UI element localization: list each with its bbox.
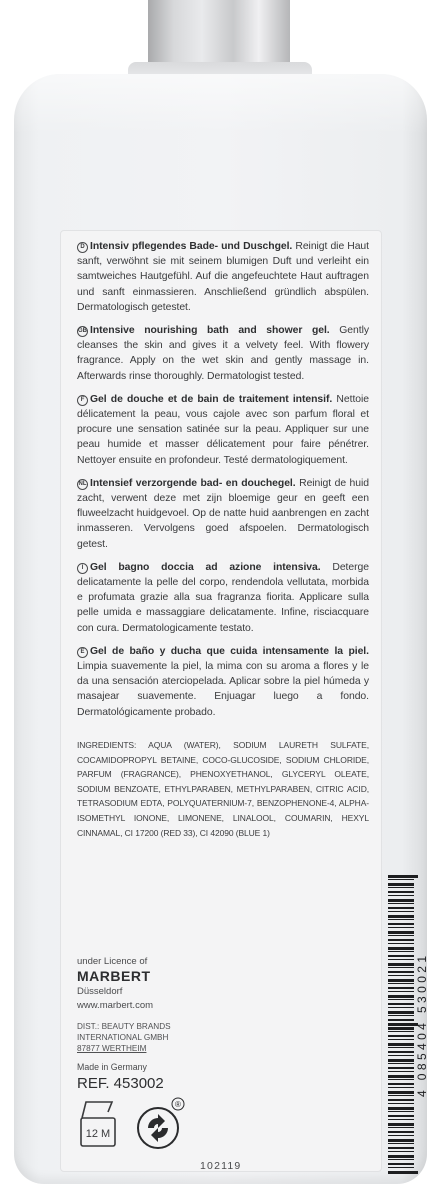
barcode-guard: [388, 1023, 418, 1026]
section-body: Gently cleanses the skin and gives it a velvety feel. With flowery fragrance. Apply on the wet skin and gently massage in. Afterwards rinse thoroughly. Dermatologist tested.: [77, 325, 369, 382]
distributor-line: 87877 WERTHEIM: [77, 1044, 147, 1054]
lang-icon: F: [77, 395, 88, 406]
distributor-line: INTERNATIONAL GMBH: [77, 1033, 169, 1043]
section-body: Reinigt de huid zacht, verwent deze met zijn bloemige geur en geeft een fluweelzacht huidgevoel. Op de natte huid aanbrengen en zacht inmasseren. Vervolgens goed afspoelen. Dermatologisch getest.: [77, 477, 369, 550]
section-heading: Intensiv pflegendes Bade- und Duschgel.: [90, 241, 293, 252]
licence-text: under Licence of: [77, 956, 148, 967]
lang-icon: D: [77, 242, 88, 253]
reference-number: REF. 453002: [77, 1075, 164, 1092]
section-it: [77, 560, 369, 636]
brand-name: MARBERT: [77, 968, 151, 984]
section-heading: Gel de douche et de bain de traitement intensif.: [90, 393, 333, 405]
lang-icon: I: [77, 563, 88, 574]
barcode-number: 4 085404 530021: [415, 952, 429, 1098]
barcode-guard: [388, 875, 418, 878]
section-heading: Intensive nourishing bath and shower gel.: [90, 325, 330, 337]
section-fr: [77, 392, 369, 468]
batch-code: 102119: [200, 1160, 242, 1172]
distributor-address: [77, 1021, 171, 1055]
section-body: Limpia suavemente la piel, la mima con su aroma a flores y le da una sensación aterciopelada. Aplicar sobre la piel húmeda y masajear suavemente. Enjuagar luego a fondo. Dermatológicamente probado.: [77, 661, 369, 718]
pao-label: 12 M: [85, 1128, 111, 1140]
description-block: [77, 239, 369, 728]
brand-city: Düsseldorf: [77, 986, 123, 997]
barcode-guard: [388, 1171, 418, 1174]
registered-mark: ®: [175, 1100, 181, 1109]
section-body: Reinigt die Haut sanft, verwöhnt sie mit seinem blumigen Duft und verleiht ein samtweiches Hautgefühl. Auf die angefeuchtete Haut auftragen und sanft einmassieren. Anschließend gründlich abspülen. Dermatologisch getestet.: [77, 241, 370, 313]
lang-icon: NL: [77, 479, 88, 490]
section-de: [77, 239, 369, 315]
bottle-cap: [148, 0, 290, 68]
section-nl: [77, 476, 369, 552]
section-heading: Intensief verzorgende bad- en douchegel.: [90, 477, 296, 489]
section-body: Deterge delicatamente la pelle del corpo, rendendola vellutata, morbida e profumata grazie alla sua fragranza fiorita. Applicare sulla pelle umida e massaggiare delicatamente. Infine, risciacquare con cura. Dermatologicamente testato.: [77, 561, 369, 634]
section-body: Nettoie délicatement la peau, vous cajole avec son parfum floral et procure une sensation satinée sur la peau. Appliquer sur une peau humide et masser délicatement pour faire pénétrer. Nettoyer ensuite en profondeur. Testé dermatologiquement.: [77, 393, 369, 466]
lang-icon: E: [77, 647, 88, 658]
section-es: [77, 644, 369, 720]
section-heading: Gel de baño y ducha que cuida intensamente la piel.: [90, 645, 369, 657]
ingredients-list: INGREDIENTS: AQUA (WATER), SODIUM LAURETH SULFATE, COCAMIDOPROPYL BETAINE, COCO-GLUCOSIDE, SODIUM CHLORIDE, PARFUM (FRAGRANCE), PHENOXYETHANOL, GLYCERYL OLEATE, SODIUM BENZOATE, ETHYLPARABEN, METHYLPARABEN, CITRIC ACID, TETRASODIUM EDTA, POLYQUATERNIUM-7, BENZOPHENONE-4, ALPHA-ISOMETHYL IONONE, LIMONENE, LINALOOL, COUMARIN, HEXYL CINNAMAL, CI 17200 (RED 33), CI 42090 (BLUE 1): [77, 740, 369, 838]
green-dot-icon: [134, 1096, 186, 1152]
open-jar-icon: [78, 1098, 118, 1150]
brand-website: www.marbert.com: [77, 1000, 154, 1011]
section-heading: Gel bagno doccia ad azione intensiva.: [90, 561, 321, 573]
barcode: [388, 875, 429, 1175]
made-in-text: Made in Germany: [77, 1062, 147, 1072]
bottle-shoulder-highlight: [14, 74, 427, 134]
lang-icon: GB: [77, 326, 88, 337]
section-en: [77, 323, 369, 384]
distributor-line: DIST.: BEAUTY BRANDS: [77, 1022, 171, 1031]
